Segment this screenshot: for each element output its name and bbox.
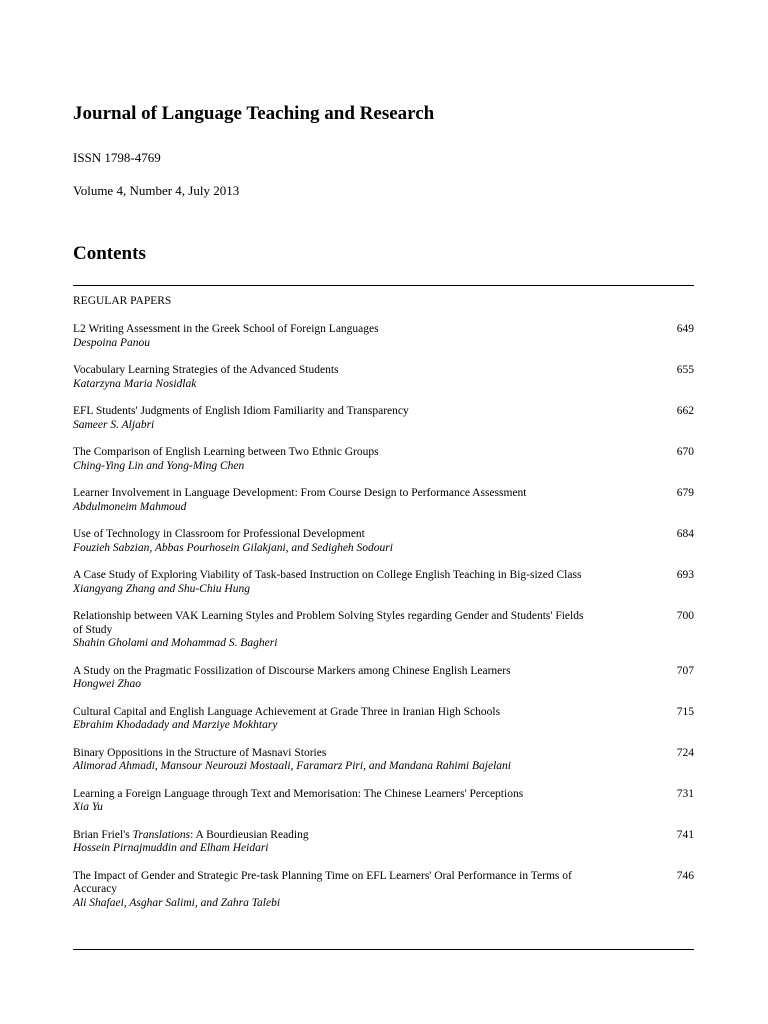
toc-entry[interactable] <box>73 323 694 350</box>
entry-authors: Katarzyna Maria Nosidlak <box>73 377 197 390</box>
entry-title: Use of Technology in Classroom for Professional Development <box>73 528 365 540</box>
entry-page-number: 684 <box>676 528 694 540</box>
entry-page-number: 707 <box>676 664 694 677</box>
entry-authors: Hongwei Zhao <box>73 678 142 690</box>
entry-page-number: 649 <box>676 323 694 335</box>
entry-title: Cultural Capital and English Language Achievement at Grade Three in Iranian High Schools <box>73 705 501 718</box>
entry-page-number: 670 <box>676 446 694 458</box>
entry-title: Binary Oppositions in the Structure of Masnavi Stories <box>73 746 327 759</box>
entry-authors: Despoina Panou <box>73 336 150 349</box>
entry-title: The Impact of Gender and Strategic Pre-task Planning Time on EFL Learners' Oral Performance in Terms of Accuracy <box>73 869 572 895</box>
issn-line: ISSN 1798-4769 <box>73 150 161 165</box>
entry-title-prefix: Brian Friel's <box>73 828 133 841</box>
entry-authors: Ebrahim Khodadady and Marziye Mokhtary <box>73 719 278 731</box>
entry-title-italic: Translations <box>132 828 191 841</box>
toc-entry[interactable] <box>73 829 694 856</box>
toc-entry[interactable] <box>73 706 694 733</box>
toc-entry[interactable] <box>73 747 694 774</box>
toc-entry[interactable] <box>73 446 694 473</box>
entry-authors: Xia Yu <box>73 801 103 813</box>
entry-page-number: 662 <box>676 405 694 417</box>
entry-authors: Alimorad Ahmadi, Mansour Neurouzi Mostaali, Faramarz Piri, and Mandana Rahimi Bajelani <box>73 760 511 772</box>
toc-entry[interactable] <box>73 610 694 651</box>
toc-entry[interactable] <box>73 665 694 692</box>
entry-title: EFL Students' Judgments of English Idiom Familiarity and Transparency <box>73 405 409 417</box>
entry-page-number: 741 <box>676 828 694 841</box>
entry-page-number: 655 <box>676 364 694 376</box>
entry-title: Vocabulary Learning Strategies of the Advanced Students <box>73 364 339 376</box>
entry-page-number: 679 <box>676 487 694 499</box>
toc-entry[interactable] <box>73 487 694 514</box>
contents-heading: Contents <box>73 243 146 264</box>
entry-title: A Case Study of Exploring Viability of Task-based Instruction on College English Teaching in Big-sized Class <box>73 569 582 581</box>
entry-page-number: 731 <box>676 787 694 800</box>
toc-entry[interactable] <box>73 405 694 432</box>
entry-page-number: 746 <box>676 869 694 882</box>
entry-title: Relationship between VAK Learning Styles and Problem Solving Styles regarding Gender and Students' Fields of Study <box>73 610 584 636</box>
entry-authors: Fouzieh Sabzian, Abbas Pourhosein Gilakjani, and Sedigheh Sodouri <box>73 541 393 554</box>
journal-title: Journal of Language Teaching and Research <box>73 103 435 124</box>
volume-line: Volume 4, Number 4, July 2013 <box>73 183 240 198</box>
entry-authors: Ali Shafaei, Asghar Salimi, and Zahra Talebi <box>73 896 281 909</box>
toc-entry[interactable] <box>73 364 694 391</box>
toc-entry[interactable] <box>73 569 694 596</box>
entry-page-number: 715 <box>676 705 694 718</box>
entry-title: L2 Writing Assessment in the Greek School of Foreign Languages <box>73 323 379 335</box>
entry-page-number: 724 <box>676 746 694 759</box>
entry-title <box>73 829 593 843</box>
entry-authors: Shahin Gholami and Mohammad S. Bagheri <box>73 637 278 649</box>
entry-page-number: 700 <box>676 610 694 622</box>
toc-entry[interactable] <box>73 870 694 911</box>
entry-authors: Hossein Pirnajmuddin and Elham Heidari <box>73 842 269 854</box>
top-divider <box>73 285 694 286</box>
entry-title: Learning a Foreign Language through Text and Memorisation: The Chinese Learners' Perceptions <box>73 787 524 800</box>
entry-page-number: 693 <box>676 569 694 581</box>
entry-title: A Study on the Pragmatic Fossilization of Discourse Markers among Chinese English Learners <box>73 664 511 677</box>
toc-entry[interactable] <box>73 528 694 555</box>
entry-title: Learner Involvement in Language Development: From Course Design to Performance Assessment <box>73 487 527 499</box>
entry-title-suffix: : A Bourdieusian Reading <box>190 828 309 841</box>
section-label: REGULAR PAPERS <box>73 295 172 307</box>
toc-entry[interactable] <box>73 788 694 815</box>
entry-title: The Comparison of English Learning between Two Ethnic Groups <box>73 446 379 458</box>
entry-authors: Xiangyang Zhang and Shu-Chiu Hung <box>73 582 250 595</box>
toc-list <box>73 323 694 924</box>
entry-authors: Sameer S. Aljabri <box>73 418 155 431</box>
bottom-divider <box>73 949 694 950</box>
entry-authors: Ching-Ying Lin and Yong-Ming Chen <box>73 459 245 472</box>
entry-authors: Abdulmoneim Mahmoud <box>73 500 187 513</box>
